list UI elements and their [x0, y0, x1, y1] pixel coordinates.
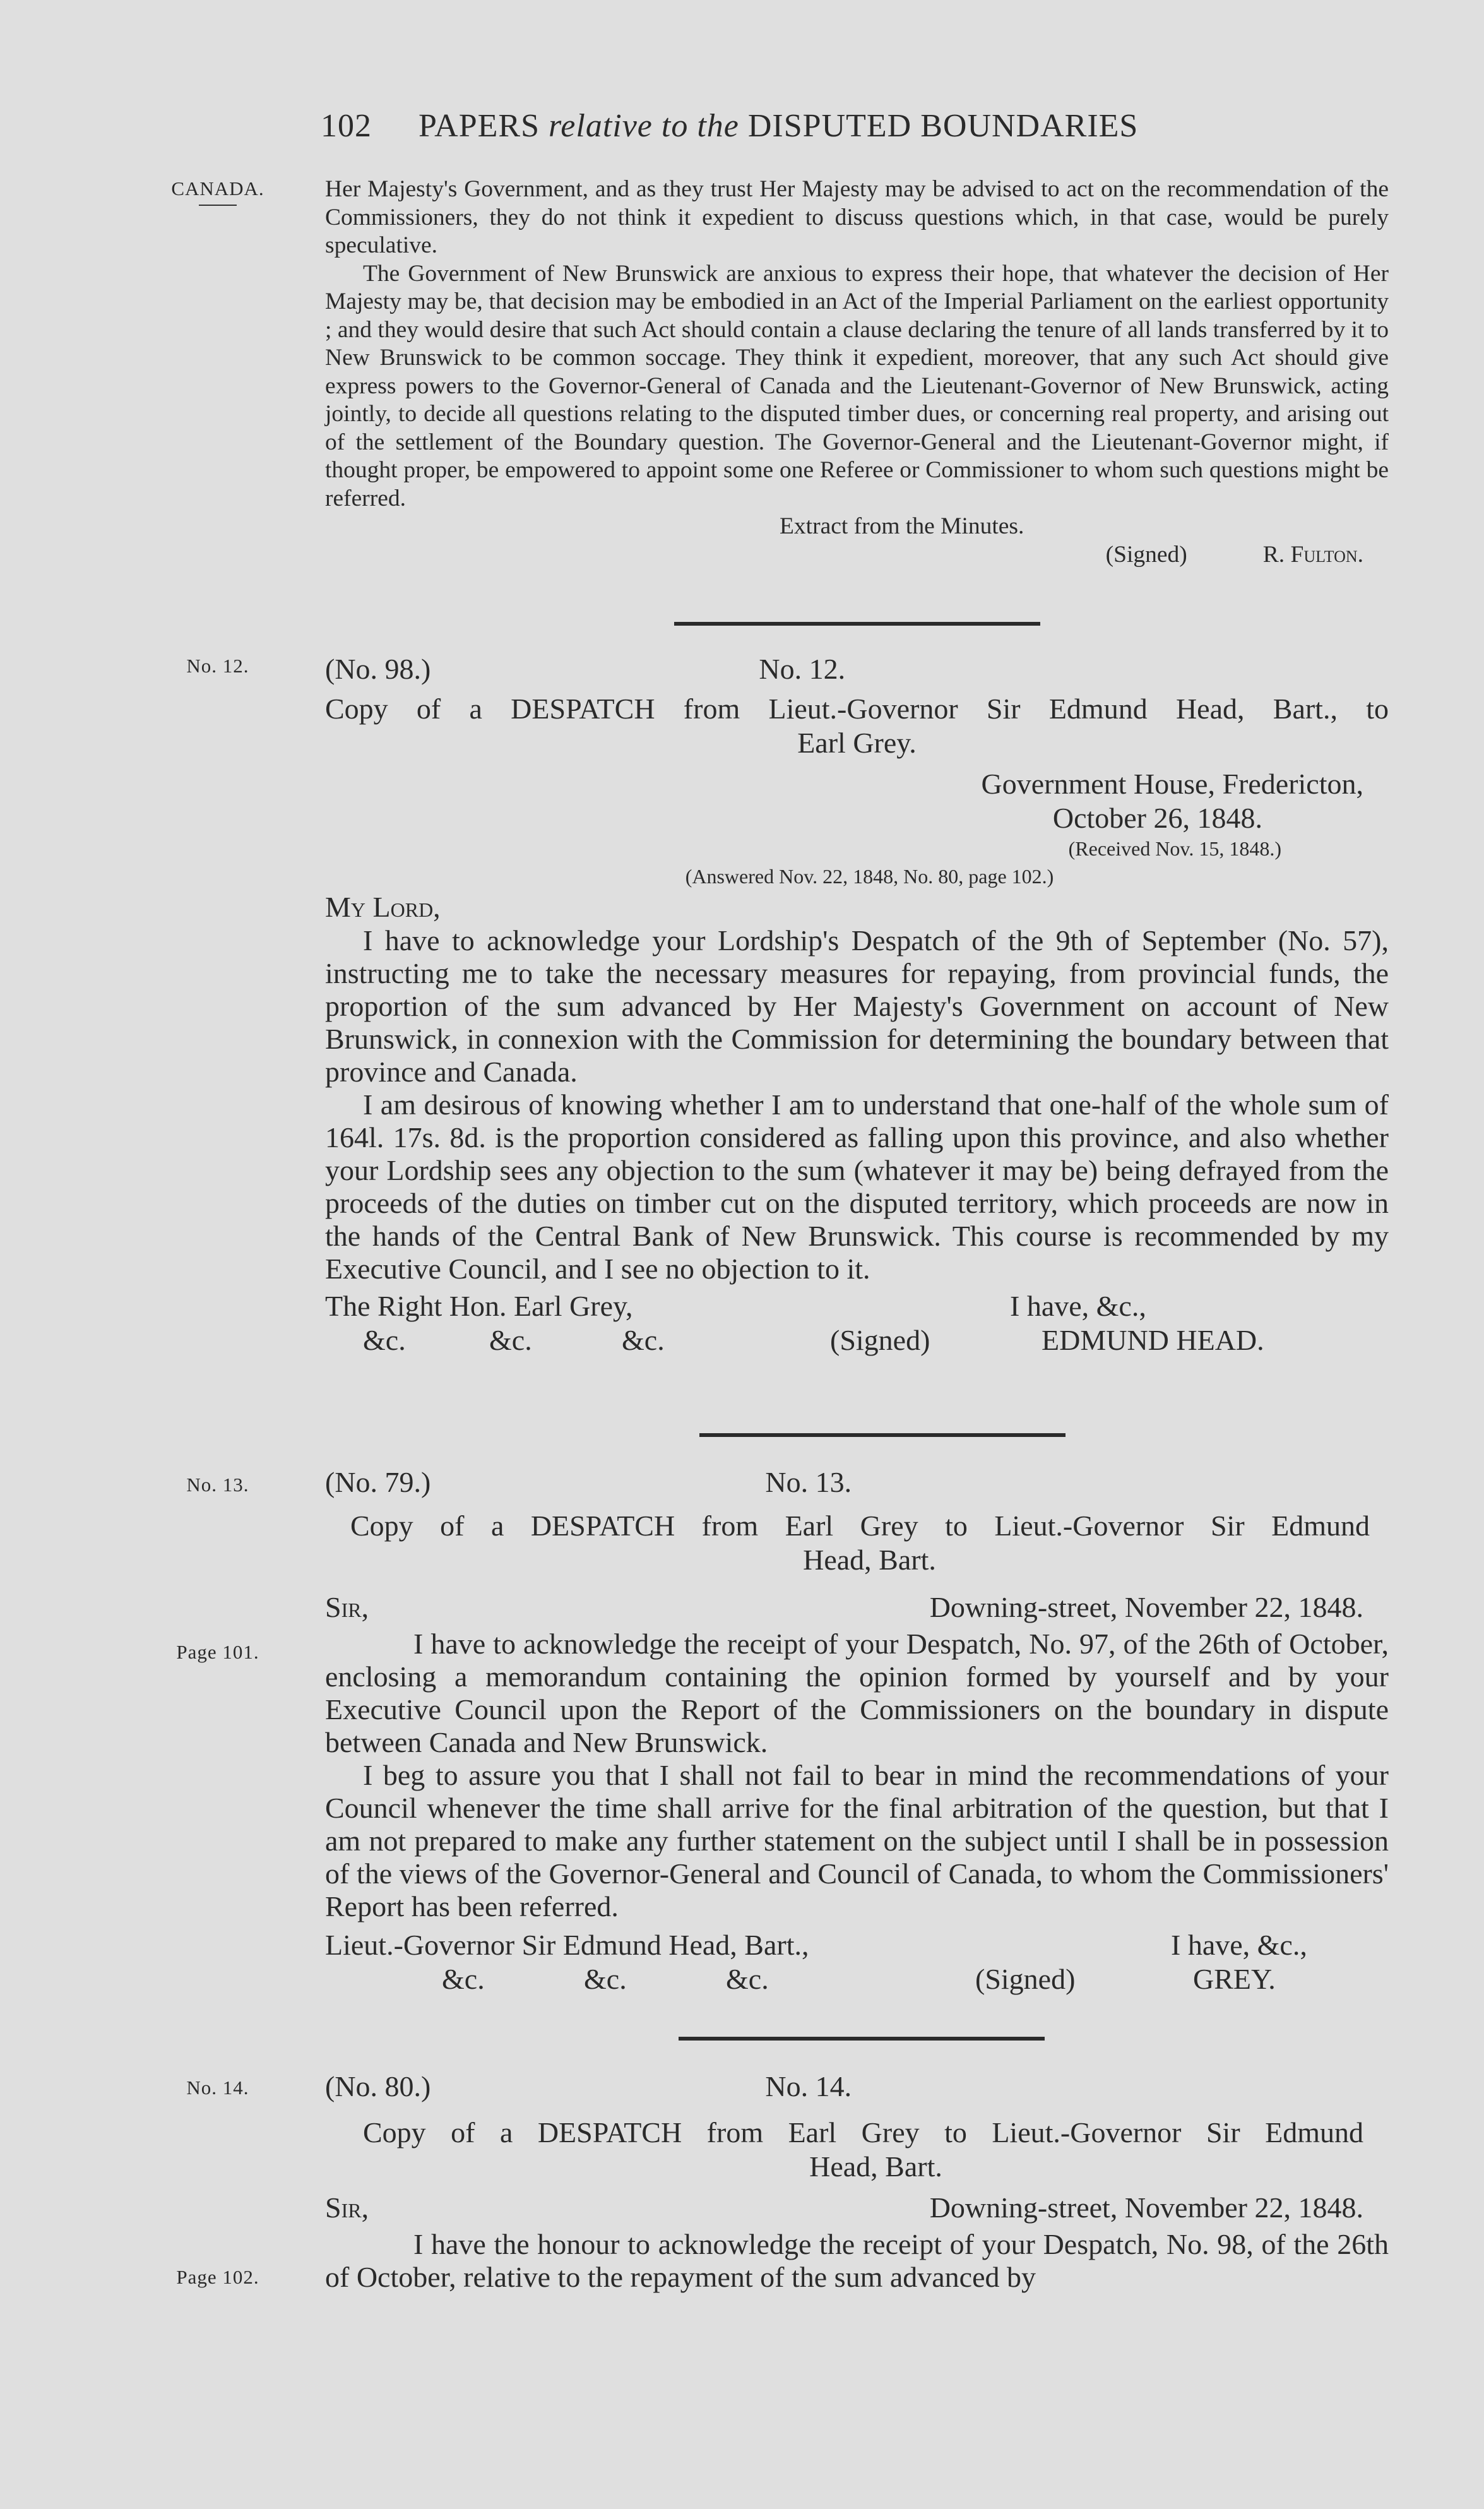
signed-label: (Signed): [1105, 541, 1187, 568]
minute-paragraph: Her Majesty's Government, and as they trust Her Majesty may be advised to act on the recommendation of the Commissioners, they do not think it expedient to discuss questions which, in that case, would be purely speculative.: [325, 176, 1389, 258]
signer-name: GREY.: [1193, 1963, 1276, 1995]
signer-name: EDMUND HEAD.: [1042, 1324, 1264, 1356]
despatch-number: No. 14.: [765, 2070, 852, 2102]
minute-extract-note: Extract from the Minutes.: [780, 513, 1024, 539]
etc-mark: &c.: [584, 1963, 627, 1995]
addressee: Lieut.-Governor Sir Edmund Head, Bart.,: [325, 1929, 809, 1961]
despatch-body: [325, 924, 1389, 1285]
margin-note-page101: Page 101.: [176, 1641, 259, 1663]
body-paragraph: I have to acknowledge the receipt of your Despatch, No. 97, of the 26th of October, enclosing a memorandum containing the opinion formed by yourself and by your Executive Council upon the Report of the Commissioners on the boundary in dispute between Canada and New Brunswick.: [325, 1628, 1389, 1758]
body-paragraph: I beg to assure you that I shall not fail to bear in mind the recommendations of your Council whenever the time shall arrive for the final arbitration of the question, but that I am not prepared to make any further statement on the subject until I shall be in possession of the views of the Governor-General and Council of Canada, to whom the Commissioners' Report has been referred.: [325, 1759, 1389, 1922]
salutation: Sir,: [325, 1591, 369, 1623]
despatch-12: [325, 650, 1389, 1357]
body-paragraph: I am desirous of knowing whether I am to understand that one-half of the whole sum of 164l. 17s. 8d. is the proportion considered as falling upon this province, and also whether your Lordship sees any objection to the sum (whatever it may be) being defrayed from the proceeds of the duties on timber cut on the disputed territory, which proceeds are now in the hands of the Central Bank of New Brunswick. This course is recommended by my Executive Council, and I see no objection to it.: [325, 1088, 1389, 1285]
despatch-reference: (No. 79.): [325, 1466, 431, 1498]
running-header: [321, 107, 1394, 145]
section-divider: [699, 1433, 1066, 1437]
despatch-body: [325, 2228, 1389, 2294]
despatch-body: [325, 1628, 1389, 1923]
section-divider: [674, 622, 1040, 626]
minute-signature: [325, 541, 1389, 569]
section-divider: [679, 2037, 1045, 2041]
despatch-place: Government House, Fredericton,: [981, 768, 1363, 800]
despatch-closing: [325, 1289, 1389, 1357]
despatch-date: October 26, 1848.: [1052, 802, 1262, 834]
minute-section: [325, 176, 1389, 569]
despatch-closing: [325, 1928, 1389, 1996]
title-line: Head, Bart.: [809, 2150, 942, 2183]
closing-formula: I have, &c.,: [1171, 1929, 1307, 1961]
despatch-number: No. 12.: [759, 653, 846, 685]
margin-note-no14: No. 14.: [186, 2077, 249, 2099]
addressee: The Right Hon. Earl Grey,: [325, 1290, 633, 1322]
answered-note: (Answered Nov. 22, 1848, No. 80, page 102.): [685, 865, 1054, 888]
title-line: Head, Bart.: [803, 1544, 936, 1576]
etc-mark: &c.: [726, 1963, 769, 1995]
page-number: 102: [321, 108, 372, 144]
title-line: Copy of a DESPATCH from Lieut.-Governor Sir Edmund Head, Bart., to: [325, 693, 1389, 725]
margin-note-canada: CANADA.: [145, 178, 290, 206]
closing-formula: I have, &c.,: [1010, 1290, 1146, 1322]
title-line: Earl Grey.: [797, 727, 917, 759]
etc-mark: &c.: [363, 1324, 406, 1356]
salutation-row: [325, 2190, 1389, 2226]
header-title-end: DISPUTED BOUNDARIES: [747, 108, 1139, 144]
signed-label: (Signed): [975, 1963, 1076, 1995]
despatch-number: No. 13.: [765, 1466, 852, 1498]
despatch-14: [325, 2068, 1389, 2294]
despatch-13: [325, 1463, 1389, 1996]
title-line: Copy of a DESPATCH from Earl Grey to Lieut.-Governor Sir Edmund: [363, 2116, 1363, 2148]
despatch-reference: (No. 80.): [325, 2070, 431, 2102]
etc-mark: &c.: [622, 1324, 665, 1356]
despatch-reference: (No. 98.): [325, 653, 431, 685]
salutation-row: [325, 1590, 1389, 1625]
received-note: (Received Nov. 15, 1848.): [1068, 837, 1281, 860]
etc-mark: &c.: [489, 1324, 532, 1356]
salutation: My Lord,: [325, 891, 441, 923]
minute-paragraph: The Government of New Brunswick are anxious to express their hope, that whatever the decision of Her Majesty may be, that decision may be embodied in an Act of the Imperial Parliament on the earliest opportunity ; and they would desire that such Act should contain a clause declaring the tenure of all lands transferred by it to New Brunswick to be common soccage. They think it expedient, moreover, that any such Act should give express powers to the Governor-General of Canada and the Lieutenant-Governor of New Brunswick, acting jointly, to decide all questions relating to the disputed timber dues, or concerning real property, and arising out of the settlement of the Boundary question. The Governor-General and the Lieutenant-Governor might, if thought proper, be empowered to appoint some one Referee or Commissioner to whom such questions might be referred.: [325, 260, 1389, 511]
signed-label: (Signed): [830, 1324, 930, 1356]
despatch-place-date: Downing-street, November 22, 1848.: [929, 1591, 1363, 1623]
despatch-title: [325, 1509, 1389, 1577]
header-title-italic: relative to the: [549, 108, 739, 144]
despatch-place-date: Downing-street, November 22, 1848.: [929, 2191, 1363, 2224]
despatch-title: [325, 2116, 1389, 2184]
salutation: Sir,: [325, 2191, 369, 2224]
title-line: Copy of a DESPATCH from Earl Grey to Lieut.-Governor Sir Edmund: [350, 1510, 1370, 1542]
etc-mark: &c.: [442, 1963, 485, 1995]
despatch-title: [325, 692, 1389, 760]
body-paragraph: I have to acknowledge your Lordship's Despatch of the 9th of September (No. 57), instructing me to take the necessary measures for repaying, from provincial funds, the proportion of the sum advanced by Her Majesty's Government on account of New Brunswick, in connexion with the Commission for determining the boundary between that province and Canada.: [325, 924, 1389, 1088]
margin-note-page102: Page 102.: [176, 2266, 259, 2288]
margin-note-no12: No. 12.: [186, 655, 249, 677]
body-paragraph: I have the honour to acknowledge the receipt of your Despatch, No. 98, of the 26th of October, relative to the repayment of the sum advanced by: [325, 2228, 1389, 2293]
header-title-start: PAPERS: [418, 108, 540, 144]
margin-note-no13: No. 13.: [186, 1474, 249, 1496]
signer-name: R. Fulton.: [1262, 541, 1363, 568]
